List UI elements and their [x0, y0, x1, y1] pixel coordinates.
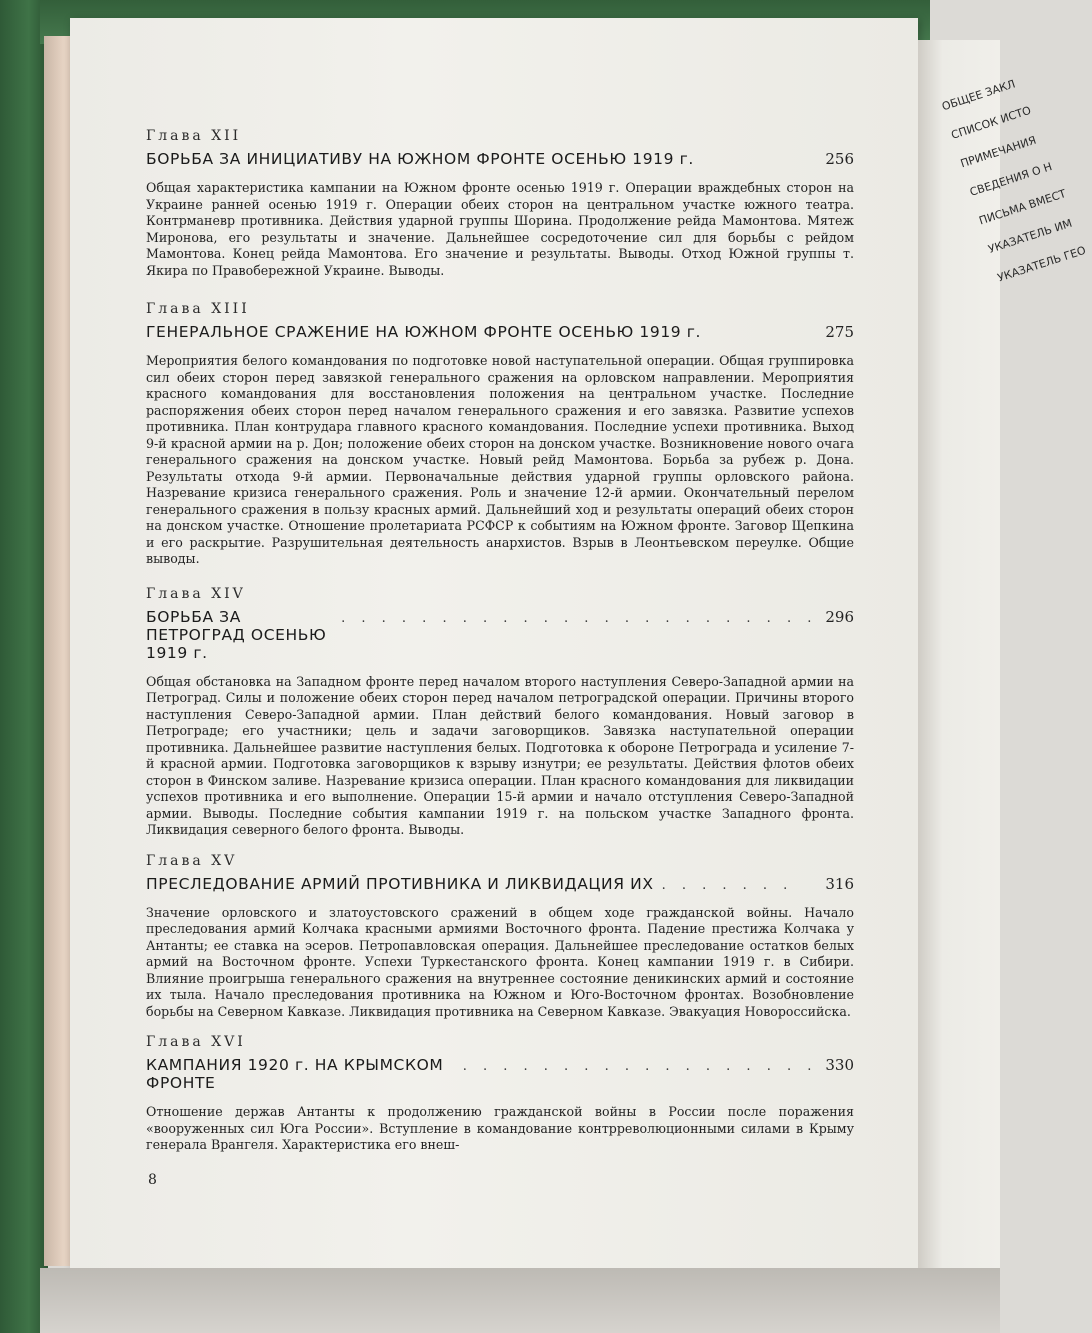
chapter-title-row — [146, 1056, 854, 1092]
page-number: 8 — [148, 1172, 157, 1188]
facing-line: СВЕДЕНИЯ О Н — [968, 160, 1054, 199]
chapter-label: Глава XII — [146, 128, 242, 144]
chapter-entry — [146, 853, 854, 1021]
chapter-title-row — [146, 323, 854, 341]
table-surface — [40, 1268, 1000, 1333]
chapter-entry — [146, 301, 854, 568]
chapter-title: БОРЬБА ЗА ПЕТРОГРАД ОСЕНЬЮ 1919 г. — [146, 607, 327, 662]
leader-dots: . . . . . . . — [661, 877, 794, 893]
facing-page — [918, 40, 1088, 1300]
facing-line: ПРИМЕЧАНИЯ — [958, 133, 1038, 171]
chapter-title-row — [146, 150, 854, 168]
chapter-title: КАМПАНИЯ 1920 г. НА КРЫМСКОМ ФРОНТЕ — [146, 1056, 444, 1092]
leader-dots: . . . . . . . . . . . . . . . . . . . . . . . . — [341, 610, 818, 626]
chapter-title-row — [146, 875, 854, 893]
chapter-label: Глава XVI — [146, 1034, 246, 1050]
book-cover-spine — [0, 0, 48, 1333]
facing-line: ОБЩЕЕ ЗАКЛ — [940, 77, 1017, 114]
chapter-title: ПРЕСЛЕДОВАНИЕ АРМИЙ ПРОТИВНИКА И ЛИКВИДАЦИЯ ИХ — [146, 874, 654, 893]
chapter-page: 330 — [825, 1056, 854, 1074]
chapter-title-row — [146, 608, 854, 662]
facing-line: УКАЗАТЕЛЬ ГЕО — [995, 243, 1088, 285]
table-of-contents — [146, 128, 854, 1168]
chapter-title: ГЕНЕРАЛЬНОЕ СРАЖЕНИЕ НА ЮЖНОМ ФРОНТЕ ОСЕНЬЮ 1919 г. — [146, 323, 702, 341]
chapter-label: Глава XIV — [146, 585, 246, 602]
chapter-description: Мероприятия белого командования по подготовке новой наступательной операции. Общая группировка сил обеих сторон перед завязкой генерального сражения на орловском направлении. Мероприятия красного командования для восстановления положения на центральном участке. Последние распоряжения обеих сторон перед началом генерального сражения и его завязка. Развитие успехов противника. План контрудара главного красного командования. Последние успехи противника. Выход 9-й красной армии на р. Дон; положение обеих сторон на донском участке. Возникновение нового очага генерального сражения на донском участке. Новый рейд Мамонтова. Борьба за рубеж р. Дона. Результаты отхода 9-й армии. Первоначальные действия ударной группы орловского района. Назревание кризиса генерального сражения. Роль и значение 12-й армии. Окончательный перелом генерального сражения в пользу красных армий. Дальнейший ход и результаты операций обеих сторон на донском участке. Отношение пролетариата РСФСР к событиям на Южном фронте. Заговор Щепкина и его раскрытие. Разрушительная деятельность анархистов. Взрыв в Леонтьевском переулке. Общие выводы. — [146, 353, 854, 566]
chapter-description: Общая обстановка на Западном фронте перед началом второго наступления Северо-Западной армии на Петроград. Силы и положение обеих сторон перед началом петроградской операции. Причины второго наступления Северо-Западной армии. План действий белого командования. Новый заговор в Петрограде; его участники; цель и задачи заговорщиков. Завязка наступательной операции противника. Дальнейшее развитие наступления белых. Подготовка к обороне Петрограда и усиление 7-й красной армии. Подготовка заговорщиков к взрыву изнутри; ее результаты. Действия флотов обеих сторон в Финском заливе. Назревание кризиса операции. План красного командования для ликвидации успехов противника и его выполнение. Операции 15-й армии и начало отступления Северо-Западной армии. Выводы. Последние события кампании 1919 г. на польском участке Западного фронта. Ликвидация северного белого фронта. Выводы. — [146, 673, 854, 837]
chapter-page: 275 — [825, 323, 854, 341]
chapter-page: 256 — [825, 150, 854, 168]
chapter-description: Значение орловского и златоустовского сражений в общем ходе гражданской войны. Начало преследования армий Колчака красными армиями Восточного фронта. Падение престижа Колчака у Антанты; ее ставка на эсеров. Петропавловская операция. Дальнейшее преследование остатков белых армий на Восточном фронте. Успехи Туркестанского фронта. Конец кампании 1919 г. в Сибири. Влияние проигрыша генерального сражения на внутреннее состояние деникинских армий и состояние их тыла. Начало преследования противника на Южном и Юго-Восточном фронтах. Возобновление борьбы на Северном Кавказе. Ликвидация противника на Северном Кавказе. Эвакуация Новороссийска. — [146, 904, 854, 1019]
chapter-entry — [146, 128, 854, 279]
chapter-page: 296 — [825, 607, 854, 626]
chapter-description: Общая характеристика кампании на Южном фронте осенью 1919 г. Операции враждебных сторон на Украине ранней осенью 1919 г. Операции обеих сторон на центральном участке южного театра. Контрманевр противника. Действия ударной группы Шорина. Продолжение рейда Мамонтова. Мятеж Миронова, его результаты и значение. Дальнейшее сосредоточение сил для борьбы с рейдом Мамонтова. Конец рейда Мамонтова. Его значение и результаты. Выводы. Отход Южной группы т. Якира по Правобережной Украине. Выводы. — [146, 180, 854, 278]
facing-line: СПИСОК ИСТО — [949, 103, 1033, 142]
chapter-entry — [146, 1034, 854, 1154]
leader-dots: . . . . . . . . . . . . . . . . . . — [462, 1059, 818, 1074]
chapter-page: 316 — [825, 874, 854, 893]
chapter-description: Отношение держав Антанты к продолжению гражданской войны в России после поражения «вооруженных сил Юга России». Вступление в командование контрреволюционными силами в Крыму генерала Врангеля. Характеристика его внеш- — [146, 1104, 854, 1152]
chapter-entry — [146, 586, 854, 839]
chapter-label: Глава XIII — [146, 301, 250, 317]
facing-page-text — [940, 77, 1088, 299]
chapter-label: Глава XV — [146, 852, 238, 869]
facing-line: ПИСЬМА ВМЕСТ — [977, 187, 1068, 228]
chapter-title: БОРЬБА ЗА ИНИЦИАТИВУ НА ЮЖНОМ ФРОНТЕ ОСЕНЬЮ 1919 г. — [146, 150, 694, 168]
facing-line: УКАЗАТЕЛЬ ИМ — [986, 216, 1074, 256]
